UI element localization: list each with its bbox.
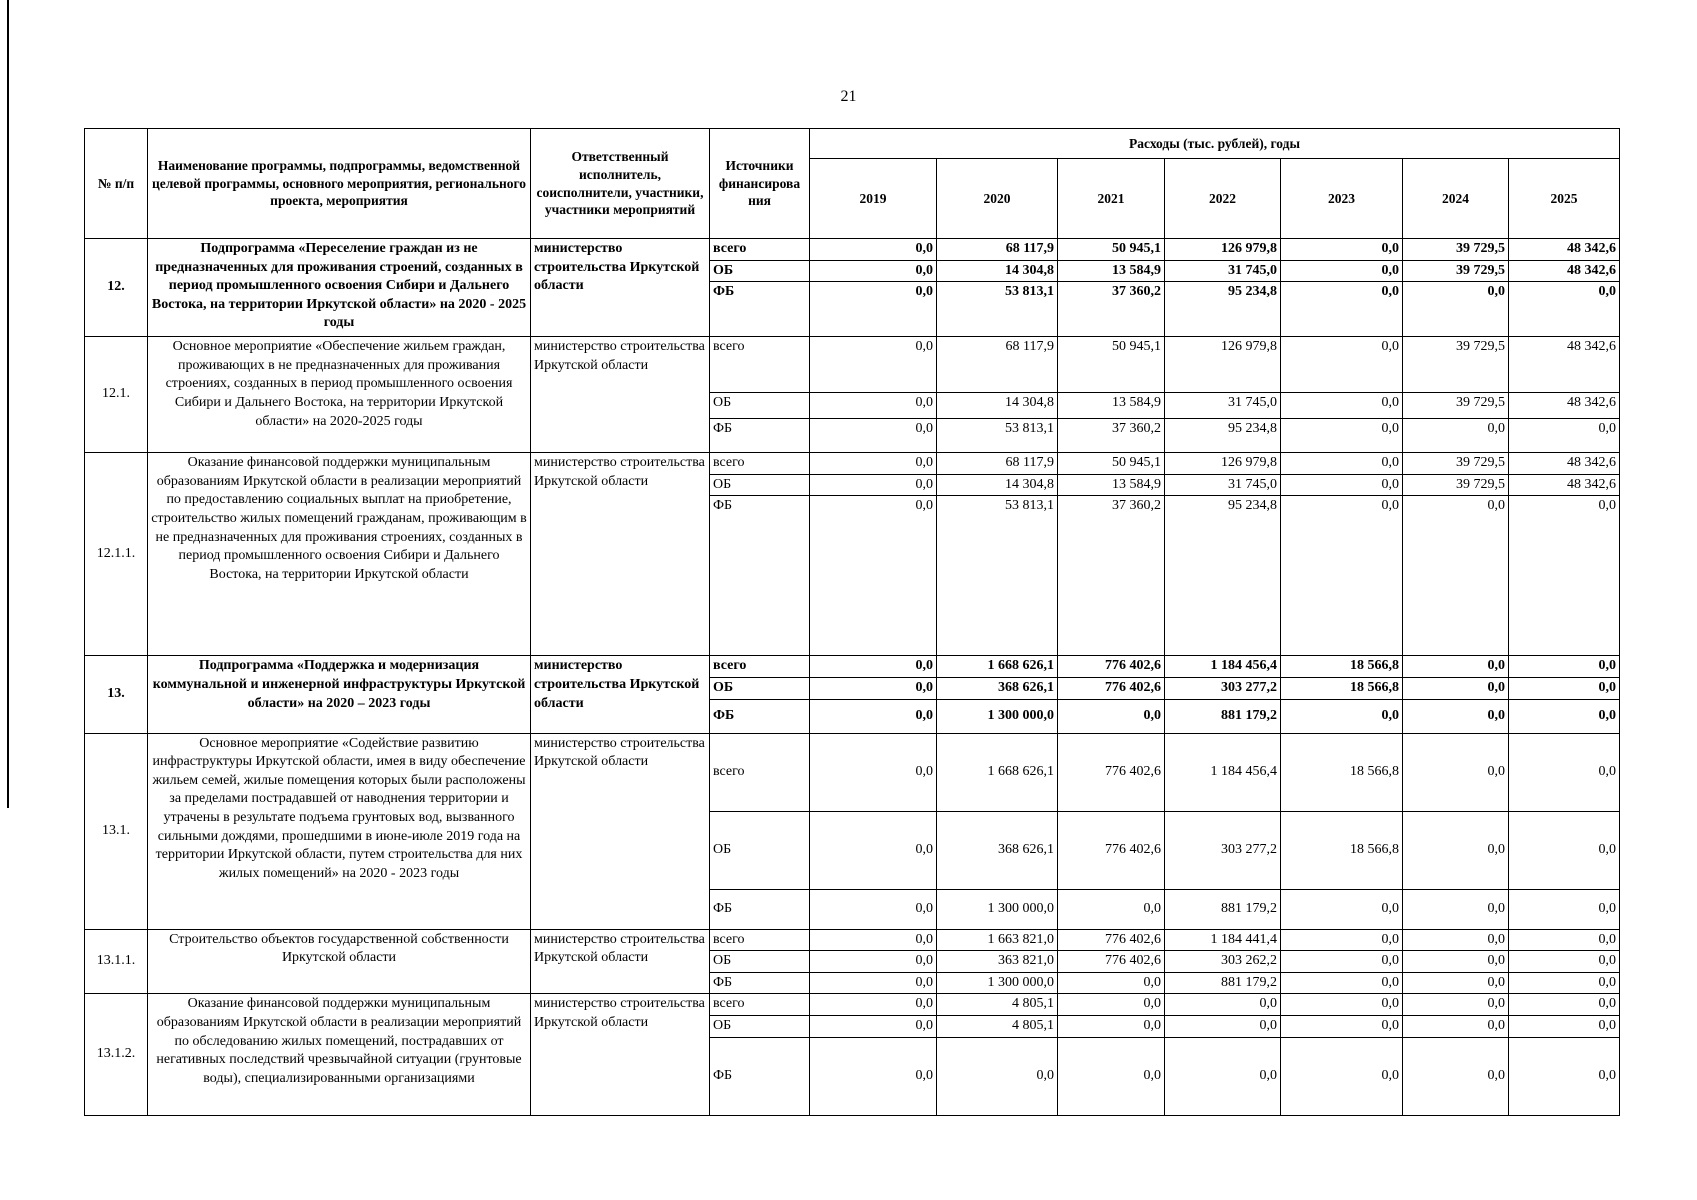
expense-value-2019: 0,0: [810, 239, 937, 261]
expense-value-2021: 50 945,1: [1058, 453, 1165, 475]
funding-source: ФБ: [710, 496, 810, 656]
row-name: Оказание финансовой поддержки муниципальным образованиям Иркутской области в реализации мероприятий по предоставлению социальных выплат на приобретение, строительство жилых помещений гражданам, проживающим в не предназначенных для проживания строениях, созданных в период промышленного освоения Сибири и Дальнего Востока, на территории Иркутской области: [148, 453, 531, 656]
expense-value-2023: 0,0: [1281, 1016, 1403, 1038]
header-year: 2025: [1509, 159, 1620, 239]
expense-value-2024: 0,0: [1403, 889, 1509, 929]
expense-value-2020: 68 117,9: [937, 239, 1058, 261]
expense-value-2023: 0,0: [1281, 929, 1403, 951]
expense-value-2021: 0,0: [1058, 699, 1165, 733]
funding-source: всего: [710, 929, 810, 951]
expense-value-2025: 0,0: [1509, 699, 1620, 733]
expense-value-2024: 39 729,5: [1403, 260, 1509, 282]
expense-value-2025: 0,0: [1509, 1016, 1620, 1038]
expense-value-2022: 881 179,2: [1165, 889, 1281, 929]
expense-value-2024: 0,0: [1403, 951, 1509, 973]
expense-value-2022: 1 184 456,4: [1165, 656, 1281, 678]
expense-value-2022: 303 277,2: [1165, 811, 1281, 889]
expense-value-2019: 0,0: [810, 972, 937, 994]
row-executor: министерство строительства Иркутской области: [531, 994, 710, 1115]
expense-value-2020: 1 663 821,0: [937, 929, 1058, 951]
expense-value-2021: 776 402,6: [1058, 678, 1165, 700]
expense-value-2024: 0,0: [1403, 811, 1509, 889]
expense-value-2024: 39 729,5: [1403, 453, 1509, 475]
expense-value-2025: 0,0: [1509, 678, 1620, 700]
expense-value-2025: 0,0: [1509, 811, 1620, 889]
expense-value-2019: 0,0: [810, 474, 937, 496]
expense-value-2019: 0,0: [810, 929, 937, 951]
expense-value-2025: 48 342,6: [1509, 260, 1620, 282]
expense-value-2022: 31 745,0: [1165, 474, 1281, 496]
expense-value-2025: 0,0: [1509, 733, 1620, 811]
expense-value-2019: 0,0: [810, 699, 937, 733]
expense-value-2025: 0,0: [1509, 972, 1620, 994]
expense-value-2024: 0,0: [1403, 419, 1509, 453]
expense-value-2019: 0,0: [810, 419, 937, 453]
expense-value-2022: 95 234,8: [1165, 496, 1281, 656]
expense-value-2020: 68 117,9: [937, 453, 1058, 475]
table-row: [85, 733, 1620, 811]
expense-value-2022: 0,0: [1165, 1016, 1281, 1038]
header-year: 2024: [1403, 159, 1509, 239]
header-year: 2022: [1165, 159, 1281, 239]
expense-value-2023: 0,0: [1281, 889, 1403, 929]
expense-value-2019: 0,0: [810, 678, 937, 700]
expense-value-2023: 0,0: [1281, 239, 1403, 261]
expense-value-2020: 53 813,1: [937, 282, 1058, 337]
expense-value-2021: 37 360,2: [1058, 282, 1165, 337]
expense-value-2024: 39 729,5: [1403, 239, 1509, 261]
row-code: 12.1.1.: [85, 453, 148, 656]
header-year: 2021: [1058, 159, 1165, 239]
expense-value-2020: 53 813,1: [937, 419, 1058, 453]
expense-value-2021: 50 945,1: [1058, 337, 1165, 393]
row-executor: министерство строительства Иркутской области: [531, 453, 710, 656]
expense-value-2025: 0,0: [1509, 929, 1620, 951]
expense-value-2019: 0,0: [810, 656, 937, 678]
expense-value-2024: 39 729,5: [1403, 337, 1509, 393]
expense-value-2020: 53 813,1: [937, 496, 1058, 656]
expense-value-2021: 776 402,6: [1058, 811, 1165, 889]
expense-value-2020: 14 304,8: [937, 474, 1058, 496]
funding-source: ФБ: [710, 419, 810, 453]
expense-value-2020: 14 304,8: [937, 260, 1058, 282]
expense-value-2021: 13 584,9: [1058, 260, 1165, 282]
row-name: Основное мероприятие «Содействие развитию инфраструктуры Иркутской области, имея в виду обеспечение жильем семей, жилые помещения которых были расположены за пределами пострадавшей от наводнения территории и утрачены в результате подъема грунтовых вод, вызванного сильными дождями, прошедшими в июне-июле 2019 года на территории Иркутской области, путем строительства для них жилых помещений» на 2020 - 2023 годы: [148, 733, 531, 929]
expense-value-2022: 95 234,8: [1165, 282, 1281, 337]
row-name: Основное мероприятие «Обеспечение жильем граждан, проживающих в не предназначенных для проживания строениях, созданных в период промышленного освоения Сибири и Дальнего Востока, на территории Иркутской области» на 2020-2025 годы: [148, 337, 531, 453]
funding-source: ОБ: [710, 474, 810, 496]
expense-value-2023: 0,0: [1281, 699, 1403, 733]
expense-value-2024: 0,0: [1403, 1016, 1509, 1038]
expense-value-2022: 0,0: [1165, 994, 1281, 1016]
table-row: [85, 453, 1620, 475]
expense-value-2019: 0,0: [810, 260, 937, 282]
funding-source: всего: [710, 994, 810, 1016]
expense-value-2020: 68 117,9: [937, 337, 1058, 393]
expense-value-2024: 0,0: [1403, 699, 1509, 733]
expense-value-2023: 18 566,8: [1281, 811, 1403, 889]
funding-source: ОБ: [710, 811, 810, 889]
row-code: 13.1.: [85, 733, 148, 929]
expense-value-2021: 776 402,6: [1058, 929, 1165, 951]
expense-value-2021: 0,0: [1058, 1016, 1165, 1038]
expense-value-2023: 0,0: [1281, 393, 1403, 419]
expense-value-2022: 881 179,2: [1165, 699, 1281, 733]
expense-value-2019: 0,0: [810, 496, 937, 656]
expense-value-2025: 0,0: [1509, 282, 1620, 337]
expense-value-2025: 0,0: [1509, 889, 1620, 929]
expense-value-2024: 0,0: [1403, 972, 1509, 994]
expense-value-2024: 39 729,5: [1403, 393, 1509, 419]
expense-value-2025: 0,0: [1509, 496, 1620, 656]
row-code: 12.: [85, 239, 148, 337]
funding-source: ОБ: [710, 393, 810, 419]
table-row: [85, 656, 1620, 678]
header-expenses: Расходы (тыс. рублей), годы: [810, 129, 1620, 159]
expense-value-2025: 48 342,6: [1509, 393, 1620, 419]
row-executor: министерство строительства Иркутской области: [531, 337, 710, 453]
row-executor: министерство строительства Иркутской области: [531, 656, 710, 733]
header-source: Источники финансирова ния: [710, 129, 810, 239]
expense-value-2024: 39 729,5: [1403, 474, 1509, 496]
expense-value-2022: 126 979,8: [1165, 453, 1281, 475]
expense-value-2025: 0,0: [1509, 994, 1620, 1016]
expense-value-2024: 0,0: [1403, 733, 1509, 811]
expense-value-2020: 1 668 626,1: [937, 656, 1058, 678]
expense-value-2020: 1 300 000,0: [937, 972, 1058, 994]
expense-value-2021: 776 402,6: [1058, 656, 1165, 678]
expense-value-2022: 303 277,2: [1165, 678, 1281, 700]
expense-value-2022: 95 234,8: [1165, 419, 1281, 453]
expense-value-2021: 0,0: [1058, 1037, 1165, 1115]
expense-value-2022: 303 262,2: [1165, 951, 1281, 973]
funding-source: ФБ: [710, 1037, 810, 1115]
funding-source: ОБ: [710, 678, 810, 700]
expense-value-2022: 126 979,8: [1165, 337, 1281, 393]
expense-value-2019: 0,0: [810, 889, 937, 929]
expense-value-2020: 4 805,1: [937, 994, 1058, 1016]
table-row: [85, 929, 1620, 951]
expense-value-2020: 4 805,1: [937, 1016, 1058, 1038]
expense-value-2021: 50 945,1: [1058, 239, 1165, 261]
expense-value-2021: 0,0: [1058, 972, 1165, 994]
scan-left-border: [7, 0, 9, 808]
expense-value-2022: 31 745,0: [1165, 260, 1281, 282]
expense-value-2021: 13 584,9: [1058, 393, 1165, 419]
expense-value-2020: 1 668 626,1: [937, 733, 1058, 811]
expense-value-2021: 37 360,2: [1058, 419, 1165, 453]
header-year: 2020: [937, 159, 1058, 239]
funding-source: всего: [710, 656, 810, 678]
funding-source: ФБ: [710, 972, 810, 994]
expense-value-2023: 0,0: [1281, 419, 1403, 453]
row-executor: министерство строительства Иркутской области: [531, 929, 710, 994]
expense-value-2023: 0,0: [1281, 337, 1403, 393]
funding-source: всего: [710, 733, 810, 811]
expense-value-2025: 48 342,6: [1509, 453, 1620, 475]
expense-value-2023: 0,0: [1281, 994, 1403, 1016]
header-year: 2023: [1281, 159, 1403, 239]
table-row: [85, 239, 1620, 261]
expense-value-2021: 0,0: [1058, 889, 1165, 929]
expense-value-2019: 0,0: [810, 994, 937, 1016]
expense-value-2025: 0,0: [1509, 656, 1620, 678]
expense-value-2024: 0,0: [1403, 282, 1509, 337]
expense-value-2023: 0,0: [1281, 282, 1403, 337]
expense-value-2021: 37 360,2: [1058, 496, 1165, 656]
expense-value-2025: 0,0: [1509, 1037, 1620, 1115]
expense-value-2023: 18 566,8: [1281, 733, 1403, 811]
row-code: 13.1.2.: [85, 994, 148, 1115]
expense-value-2025: 48 342,6: [1509, 474, 1620, 496]
header-number: № п/п: [85, 129, 148, 239]
funding-source: ОБ: [710, 951, 810, 973]
expense-value-2022: 881 179,2: [1165, 972, 1281, 994]
expense-value-2019: 0,0: [810, 282, 937, 337]
expense-value-2020: 1 300 000,0: [937, 699, 1058, 733]
row-executor: министерство строительства Иркутской области: [531, 733, 710, 929]
expense-value-2020: 1 300 000,0: [937, 889, 1058, 929]
expense-value-2022: 31 745,0: [1165, 393, 1281, 419]
expense-value-2020: 363 821,0: [937, 951, 1058, 973]
table-body: [85, 239, 1620, 1116]
expense-value-2023: 18 566,8: [1281, 678, 1403, 700]
expense-value-2022: 0,0: [1165, 1037, 1281, 1115]
table-row: [85, 994, 1620, 1016]
expense-value-2021: 0,0: [1058, 994, 1165, 1016]
expense-value-2023: 0,0: [1281, 453, 1403, 475]
row-name: Подпрограмма «Переселение граждан из не предназначенных для проживания строений, созданных в период промышленного освоения Сибири и Дальнего Востока, на территории Иркутской области» на 2020 - 2025 годы: [148, 239, 531, 337]
expense-value-2020: 14 304,8: [937, 393, 1058, 419]
page-number: 21: [840, 88, 857, 105]
expense-value-2024: 0,0: [1403, 929, 1509, 951]
expense-value-2023: 0,0: [1281, 260, 1403, 282]
expense-value-2019: 0,0: [810, 393, 937, 419]
expense-value-2021: 776 402,6: [1058, 951, 1165, 973]
funding-source: ФБ: [710, 282, 810, 337]
funding-source: ФБ: [710, 889, 810, 929]
funding-source: ОБ: [710, 260, 810, 282]
expense-value-2024: 0,0: [1403, 678, 1509, 700]
expense-value-2019: 0,0: [810, 453, 937, 475]
row-name: Оказание финансовой поддержки муниципальным образованиям Иркутской области в реализации мероприятий по обследованию жилых помещений, пострадавших от негативных последствий чрезвычайной ситуации (грунтовые воды), специализированными организациями: [148, 994, 531, 1115]
expense-value-2020: 0,0: [937, 1037, 1058, 1115]
expense-value-2025: 48 342,6: [1509, 239, 1620, 261]
expense-value-2024: 0,0: [1403, 994, 1509, 1016]
expense-value-2019: 0,0: [810, 811, 937, 889]
funding-source: всего: [710, 337, 810, 393]
row-executor: министерство строительства Иркутской области: [531, 239, 710, 337]
expense-value-2023: 0,0: [1281, 972, 1403, 994]
expense-value-2025: 0,0: [1509, 951, 1620, 973]
expense-value-2020: 368 626,1: [937, 678, 1058, 700]
expense-value-2023: 0,0: [1281, 474, 1403, 496]
expense-value-2024: 0,0: [1403, 1037, 1509, 1115]
row-code: 13.1.1.: [85, 929, 148, 994]
expense-value-2022: 1 184 456,4: [1165, 733, 1281, 811]
expense-value-2020: 368 626,1: [937, 811, 1058, 889]
expense-value-2022: 1 184 441,4: [1165, 929, 1281, 951]
expense-value-2023: 0,0: [1281, 496, 1403, 656]
table-row: [85, 337, 1620, 393]
row-name: Подпрограмма «Поддержка и модернизация коммунальной и инженерной инфраструктуры Иркутской области» на 2020 – 2023 годы: [148, 656, 531, 733]
row-name: Строительство объектов государственной собственности Иркутской области: [148, 929, 531, 994]
expense-value-2024: 0,0: [1403, 656, 1509, 678]
budget-table: [84, 128, 1620, 1116]
row-code: 13.: [85, 656, 148, 733]
expense-value-2024: 0,0: [1403, 496, 1509, 656]
funding-source: всего: [710, 453, 810, 475]
row-code: 12.1.: [85, 337, 148, 453]
expense-value-2025: 48 342,6: [1509, 337, 1620, 393]
expense-value-2019: 0,0: [810, 1037, 937, 1115]
expense-value-2023: 0,0: [1281, 1037, 1403, 1115]
expense-value-2019: 0,0: [810, 337, 937, 393]
expense-value-2023: 18 566,8: [1281, 656, 1403, 678]
funding-source: всего: [710, 239, 810, 261]
expense-value-2021: 13 584,9: [1058, 474, 1165, 496]
funding-source: ОБ: [710, 1016, 810, 1038]
expense-value-2021: 776 402,6: [1058, 733, 1165, 811]
expense-value-2023: 0,0: [1281, 951, 1403, 973]
expense-value-2019: 0,0: [810, 1016, 937, 1038]
expense-value-2019: 0,0: [810, 733, 937, 811]
header-executor: Ответственный исполнитель, соисполнители, участники, участники мероприятий: [531, 129, 710, 239]
expense-value-2019: 0,0: [810, 951, 937, 973]
expense-value-2022: 126 979,8: [1165, 239, 1281, 261]
header-name: Наименование программы, подпрограммы, ведомственной целевой программы, основного мероприятия, регионального проекта, мероприятия: [148, 129, 531, 239]
expense-value-2025: 0,0: [1509, 419, 1620, 453]
header-year: 2019: [810, 159, 937, 239]
funding-source: ФБ: [710, 699, 810, 733]
